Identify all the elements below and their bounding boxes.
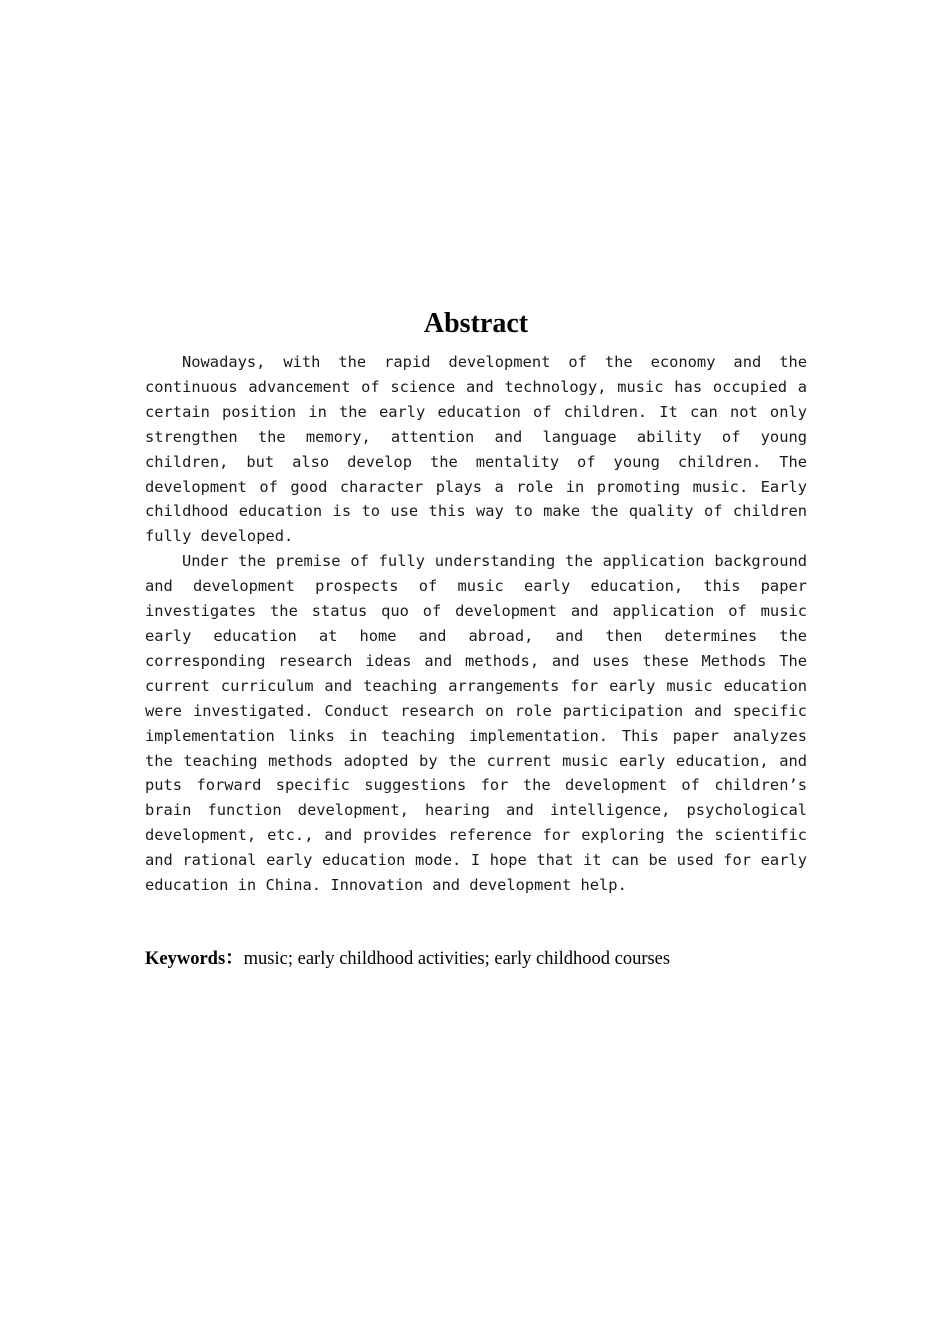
abstract-paragraph-1: Nowadays, with the rapid development of the economy and the continuous advancement of science and technology, music has occupied a certain position in the early education of children. It can not only strengthen the memory, attention and language ability of young children, but also develop the mentality of young children. The development of good character plays a role in promoting music. Early childhood education is to use this way to make the quality of children fully developed.: [145, 353, 807, 546]
abstract-paragraph-2: Under the premise of fully understanding the application background and development prospects of music early education, this paper investigates the status quo of development and application of music early education at home and abroad, and then determines the corresponding research ideas and methods, and uses these Methods The current curriculum and teaching arrangements for early music education were investigated. Conduct research on role participation and specific implementation links in teaching implementation. This paper analyzes the teaching methods adopted by the current music early education, and puts forward specific suggestions for the development of children’s brain function development, hearing and intelligence, psychological development, etc., and provides reference for exploring the scientific and rational early education mode. I hope that it can be used for early education in China. Innovation and development help.: [145, 552, 807, 895]
abstract-title: Abstract: [423, 308, 529, 339]
abstract-body: [145, 350, 807, 898]
keywords-line: [145, 946, 845, 972]
keywords-text: music; early childhood activities; early childhood courses: [243, 949, 671, 969]
keywords-label: Keywords：: [145, 949, 244, 969]
